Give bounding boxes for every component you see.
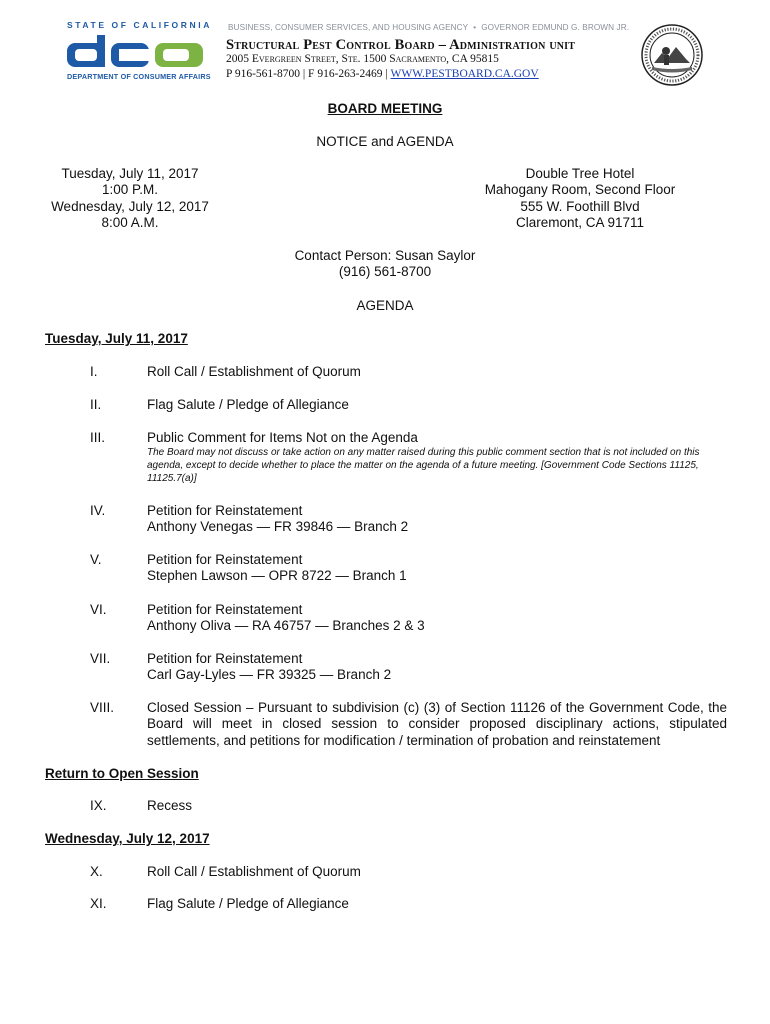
agency-name: BUSINESS, CONSUMER SERVICES, AND HOUSING AGENCY (228, 23, 469, 32)
list-item (147, 552, 727, 585)
item-note: The Board may not discuss or take action on any matter raised during this public comment section that is not included on this agenda, except to decide whether to place the matter on the agenda of a future meeting. [Government Code Sections 11125, 11125.7(a)] (147, 447, 700, 485)
date-line-2: Wednesday, July 12, 2017 (51, 198, 209, 214)
item-number: IV. (90, 503, 106, 518)
dca-logo (65, 33, 205, 69)
california-state-seal (640, 23, 704, 87)
item-subtitle: Stephen Lawson — OPR 8722 — Branch 1 (147, 568, 407, 584)
item-number: VI. (90, 602, 107, 617)
item-title: Petition for Reinstatement (147, 651, 303, 666)
agency-line (228, 23, 629, 32)
item-title: Closed Session – Pursuant to subdivision (c) (3) of Section 11126 of the Government Code, the Board will meet in closed session to consider proposed disciplinary actions, stipulated settlements, and petitions for modification / termination of probation and reinstatement (147, 700, 727, 748)
item-title: Petition for Reinstatement (147, 503, 303, 518)
item-subtitle: Carl Gay-Lyles — FR 39325 — Branch 2 (147, 667, 392, 683)
section-wednesday: Wednesday, July 12, 2017 (45, 831, 210, 846)
list-item (147, 503, 727, 536)
list-item (147, 430, 727, 485)
time-line-1: 1:00 P.M. (101, 182, 159, 198)
item-number: VII. (90, 651, 111, 666)
section-tuesday: Tuesday, July 11, 2017 (45, 331, 188, 346)
item-title: Recess (147, 798, 193, 813)
item-number: V. (90, 552, 102, 567)
time-line-2: 8:00 A.M. (101, 215, 159, 231)
board-phone-line (226, 68, 539, 80)
contact-phone: (916) 561-8700 (338, 264, 432, 280)
item-title: Roll Call / Establishment of Quorum (147, 864, 361, 879)
item-title: Petition for Reinstatement (147, 552, 303, 567)
agenda-heading: AGENDA (356, 298, 414, 313)
department-of-consumer-affairs-label: DEPARTMENT OF CONSUMER AFFAIRS (67, 72, 211, 81)
item-subtitle: Anthony Venegas — FR 39846 — Branch 2 (147, 519, 409, 535)
venue-line-2: Mahogany Room, Second Floor (484, 182, 676, 198)
contact-person (0, 248, 770, 281)
item-number: XI. (90, 896, 107, 911)
contact-name: Contact Person: Susan Saylor (294, 248, 476, 263)
agency-separator: • (473, 23, 477, 32)
item-number: III. (90, 430, 106, 445)
venue-line-1: Double Tree Hotel (525, 166, 635, 181)
venue-line-4: Claremont, CA 91711 (515, 215, 645, 231)
board-meeting-title: BOARD MEETING (327, 101, 443, 116)
section-return-to-open-session: Return to Open Session (45, 766, 199, 781)
state-of-california-label: STATE OF CALIFORNIA (67, 20, 212, 30)
item-number: I. (90, 364, 98, 379)
item-number: VIII. (90, 700, 115, 715)
item-title: Roll Call / Establishment of Quorum (147, 364, 361, 379)
item-number: II. (90, 397, 102, 412)
item-title: Public Comment for Items Not on the Agenda (147, 430, 418, 445)
date-line-1: Tuesday, July 11, 2017 (61, 166, 199, 181)
item-number: X. (90, 864, 103, 879)
board-address: 2005 Evergreen Street, Ste. 1500 Sacramento, CA 95815 (226, 53, 499, 65)
meeting-venue (460, 166, 700, 232)
website-link[interactable]: WWW.PESTBOARD.CA.GOV (390, 68, 539, 80)
notice-and-agenda-subtitle: NOTICE and AGENDA (316, 134, 454, 149)
venue-line-3: 555 W. Foothill Blvd (520, 198, 640, 214)
meeting-dates (40, 166, 220, 232)
item-title: Flag Salute / Pledge of Allegiance (147, 896, 349, 911)
phone-fax: P 916-561-8700 | F 916-263-2469 | (226, 68, 388, 80)
board-title: Structural Pest Control Board – Administration unit (226, 37, 576, 53)
item-number: IX. (90, 798, 107, 813)
list-item (147, 651, 727, 684)
governor-name: GOVERNOR EDMUND G. BROWN JR. (481, 23, 630, 32)
item-title: Petition for Reinstatement (147, 602, 303, 617)
item-title: Flag Salute / Pledge of Allegiance (147, 397, 349, 412)
list-item (147, 602, 727, 635)
item-subtitle: Anthony Oliva — RA 46757 — Branches 2 & 3 (147, 618, 425, 634)
